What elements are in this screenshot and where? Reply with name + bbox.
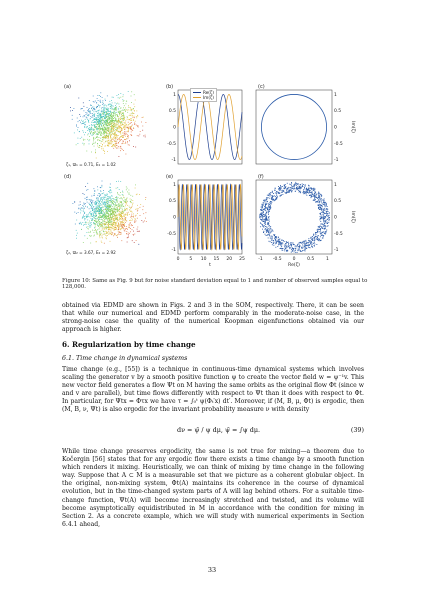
legend-re-label: Re(ζ): [203, 90, 214, 95]
plot-f-xtick: 0.5: [307, 257, 315, 262]
plot-e-xtick: 10: [200, 257, 207, 262]
plot-f-ytick: -0.5: [334, 231, 343, 237]
plot-e-xtick: 15: [213, 257, 220, 262]
plot-e-ytick: -0.5: [167, 231, 176, 237]
point-cloud-bottom: [68, 178, 148, 250]
plot-b-re-series: [178, 94, 242, 159]
plot-b-ytick: -0.5: [167, 141, 176, 147]
cloud-bottom-points: [73, 181, 147, 245]
section-heading: 6. Regularization by time change: [62, 340, 196, 349]
plot-e-ytick: 1: [173, 182, 176, 188]
plot-b-ytick: 0.5: [168, 109, 176, 115]
panel-label-b: (b): [166, 84, 174, 90]
paragraph-1: obtained via EDMD are shown in Figs. 2 and 3 in the SOM, respectively. There, it can be seen that while our numerical and EDMD perform comparably in the moderate-noise case, in the strong-noise case the quality of the numerical Koopman eigenfunctions obtained via our approach is higher.: [62, 302, 364, 334]
plot-b-ytick: -1: [171, 158, 176, 164]
plot-e-xtick: 0: [176, 257, 180, 262]
plot-c-circle: [261, 94, 326, 159]
plot-b-ytick: 1: [173, 92, 176, 98]
plot-f-xtick: 1: [326, 257, 329, 262]
plot-f-annulus: [259, 182, 330, 253]
point-cloud-top: [68, 88, 148, 160]
legend-im-label: Im(ζ): [203, 95, 214, 100]
plot-f-ytick: 0: [334, 215, 337, 221]
plot-c-ytick: 0.5: [334, 109, 342, 115]
panel-label-a: (a): [64, 84, 71, 90]
plot-e-ytick: -1: [171, 248, 176, 254]
plot-f: [250, 176, 360, 270]
panel-label-d: (d): [64, 174, 72, 180]
panel-label-e: (e): [166, 174, 173, 180]
figure-caption: Figure 10: Same as Fig. 9 but for noise standard deviation equal to 1 and number of observed samples equal to 128,000.: [62, 278, 368, 290]
panel-label-f: (f): [258, 174, 264, 180]
plot-e-xtick: 25: [239, 257, 245, 262]
paragraph-2: Time change (e.g., [55]) is a technique in continuous-time dynamical systems which involves scaling the generator v by a smooth positive function ψ to create the vector field w = ψ⁻¹v. This new vector field generates a flow Ψt on M having the same orbits as the original flow Φt (since w and v are parallel), but time flows differently with respect to Ψt than it does with respect to Φt. In particular, for Ψtx = Φτx we have τ = ∫₀ᵗ ψ(Φₜ′x) dt′. Moreover, if (M, B, μ, Φt) is ergodic, then (M, B, ν, Ψt) is also ergodic for the invariant probability measure ν with density: [62, 366, 364, 414]
plot-f-xlabel: Re(ζ): [288, 263, 300, 268]
panel-label-c: (c): [258, 84, 265, 90]
plot-c-ytick: 1: [334, 92, 337, 98]
plot-b-ytick: 0: [173, 125, 176, 131]
plot-e: [160, 176, 246, 270]
plot-e-ytick: 0: [173, 215, 176, 221]
equation-number: (39): [350, 426, 364, 434]
plot-c-ytick: -0.5: [334, 141, 343, 147]
plot-e-xtick: 5: [189, 257, 193, 262]
plot-f-xtick: 0: [292, 257, 296, 262]
plot-c-ytick: 0: [334, 125, 337, 131]
plot-c: [250, 86, 360, 170]
plot-e-xlabel: t: [209, 263, 211, 268]
cloud-caption-top: ζ₁, ϖ₁ = 0.71, E₁ = 1.02: [66, 162, 116, 167]
plot-f-ytick: 0.5: [334, 199, 342, 205]
plot-c-frame: [256, 90, 332, 164]
subsection-heading: 6.1. Time change in dynamical systems: [62, 355, 188, 362]
legend-im: [193, 95, 214, 100]
plot-e-ytick: 0.5: [168, 199, 176, 205]
plot-c-ytick: -1: [334, 158, 339, 164]
plot-f-xtick: -1: [258, 257, 263, 262]
plot-b-im-series: [178, 94, 242, 159]
plot-f-ylabel: Im(ζ): [350, 211, 355, 223]
legend: [190, 88, 217, 102]
cloud-caption-bottom: ζ₂, ϖ₂ = 3.67, E₂ = 2.92: [66, 250, 116, 255]
legend-im-swatch: [193, 97, 201, 98]
plot-f-ytick: -1: [334, 248, 339, 254]
plot-f-ytick: 1: [334, 182, 337, 188]
plot-e-xtick: 20: [226, 257, 233, 262]
cloud-top-points: [70, 91, 146, 158]
equation-body: dν = ψ̄ / ψ dμ, ψ̄ = ∫ψ dμ.: [177, 426, 261, 434]
plot-f-xtick: -0.5: [272, 257, 282, 262]
paragraph-3: While time change preserves ergodicity, the same is not true for mixing—a theorem due to Kočergin [56] states that for any ergodic flow there exists a time change by a smooth function which renders it mixing. Heuristically, we can think of mixing by time change in the following way. Suppose that A ⊂ M is a measurable set that we picture as a coherent globular object. In the original, non-mixing system, Φt(A) maintains its coherence in the course of dynamical evolution, but in the time-changed system parts of A will lag behind others. For a suitable time-change function, Ψt(A) will become increasingly stretched and twisted, and its volume will become asymptotically equidistributed in M in accordance with the condition for mixing in Section 2. As a concrete example, which we will study with numerical experiments in Section 6.4.1 ahead,: [62, 448, 364, 528]
plot-c-ylabel: Im(ζ): [350, 121, 355, 133]
legend-re-swatch: [193, 92, 201, 93]
page-number: 33: [207, 566, 217, 574]
figure-10: [62, 84, 362, 270]
plot-f-frame: [256, 180, 332, 254]
